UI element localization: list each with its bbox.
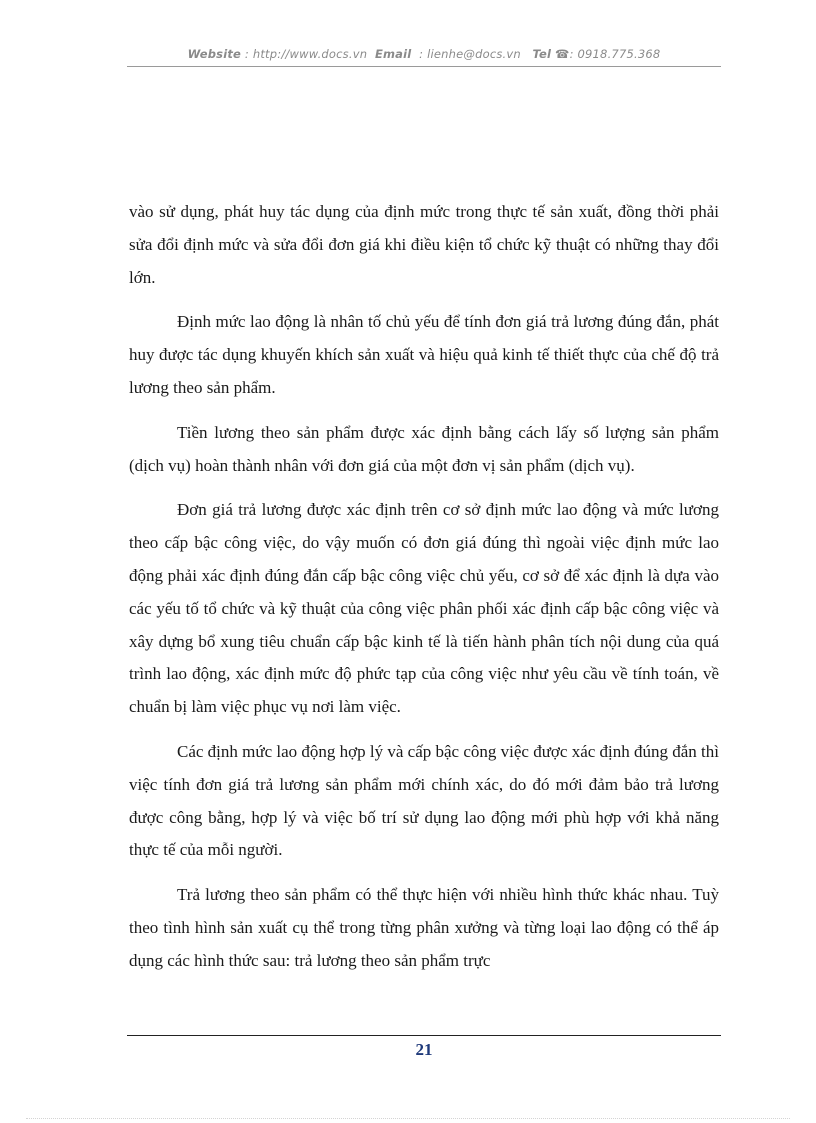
paragraph: Định mức lao động là nhân tố chủ yếu để tính đơn giá trả lương đúng đắn, phát huy được tác dụng khuyến khích sản xuất và hiệu quả kinh tế thiết thực của chế độ trả lương theo sản phẩm. [129, 312, 719, 397]
tel-label: Tel [532, 47, 552, 61]
footer-divider [127, 1035, 721, 1036]
paragraph: Đơn giá trả lương được xác định trên cơ sở định mức lao động và mức lương theo cấp bậc công việc, do vậy muốn có đơn giá đúng thì ngoài việc định mức lao động phải xác định đúng đắn cấp bậc công việc chủ yếu, cơ sở để xác định là dựa vào các yếu tố tổ chức và kỹ thuật của công việc phân phối xác định cấp bậc công việc và xây dựng bổ xung tiêu chuẩn cấp bậc kinh tế là tiến hành phân tích nội dung của quá trình lao động, xác định mức độ phức tạp của công việc như yêu cầu về tính toán, về chuẩn bị làm việc phục vụ nơi làm việc. [129, 500, 719, 717]
paragraph: Trả lương theo sản phẩm có thể thực hiện với nhiều hình thức khác nhau. Tuỳ theo tình hình sản xuất cụ thể trong từng phân xưởng và từng loại lao động có thể áp dụng các hình thức sau: trả lương theo sản phẩm trực [129, 885, 719, 970]
email-link[interactable]: : lienhe@docs.vn [419, 47, 521, 61]
website-link[interactable]: : http://www.docs.vn [244, 47, 368, 61]
paragraph: vào sử dụng, phát huy tác dụng của định mức trong thực tế sản xuất, đồng thời phải sửa đổi định mức và sửa đổi đơn giá khi điều kiện tổ chức kỹ thuật có những thay đổi lớn. [129, 202, 719, 287]
email-label: Email [374, 47, 412, 61]
document-body [129, 196, 719, 978]
page-header [127, 47, 721, 61]
page-number: 21 [415, 1040, 433, 1059]
tel-value: ☎: 0918.775.368 [555, 47, 661, 61]
header-divider [127, 66, 721, 67]
paragraph: Các định mức lao động hợp lý và cấp bậc công việc được xác định đúng đắn thì việc tính đơn giá trả lương sản phẩm mới chính xác, do đó mới đảm bảo trả lương được công bằng, hợp lý và việc bố trí sử dụng lao động mới phù hợp với khả năng thực tế của mỗi người. [129, 741, 720, 860]
paragraph: Tiền lương theo sản phẩm được xác định bằng cách lấy số lượng sản phẩm (dịch vụ) hoàn thành nhân với đơn giá của một đơn vị sản phẩm (dịch vụ). [129, 422, 719, 475]
website-label: Website [187, 47, 242, 61]
page-bottom-border [26, 1118, 790, 1119]
